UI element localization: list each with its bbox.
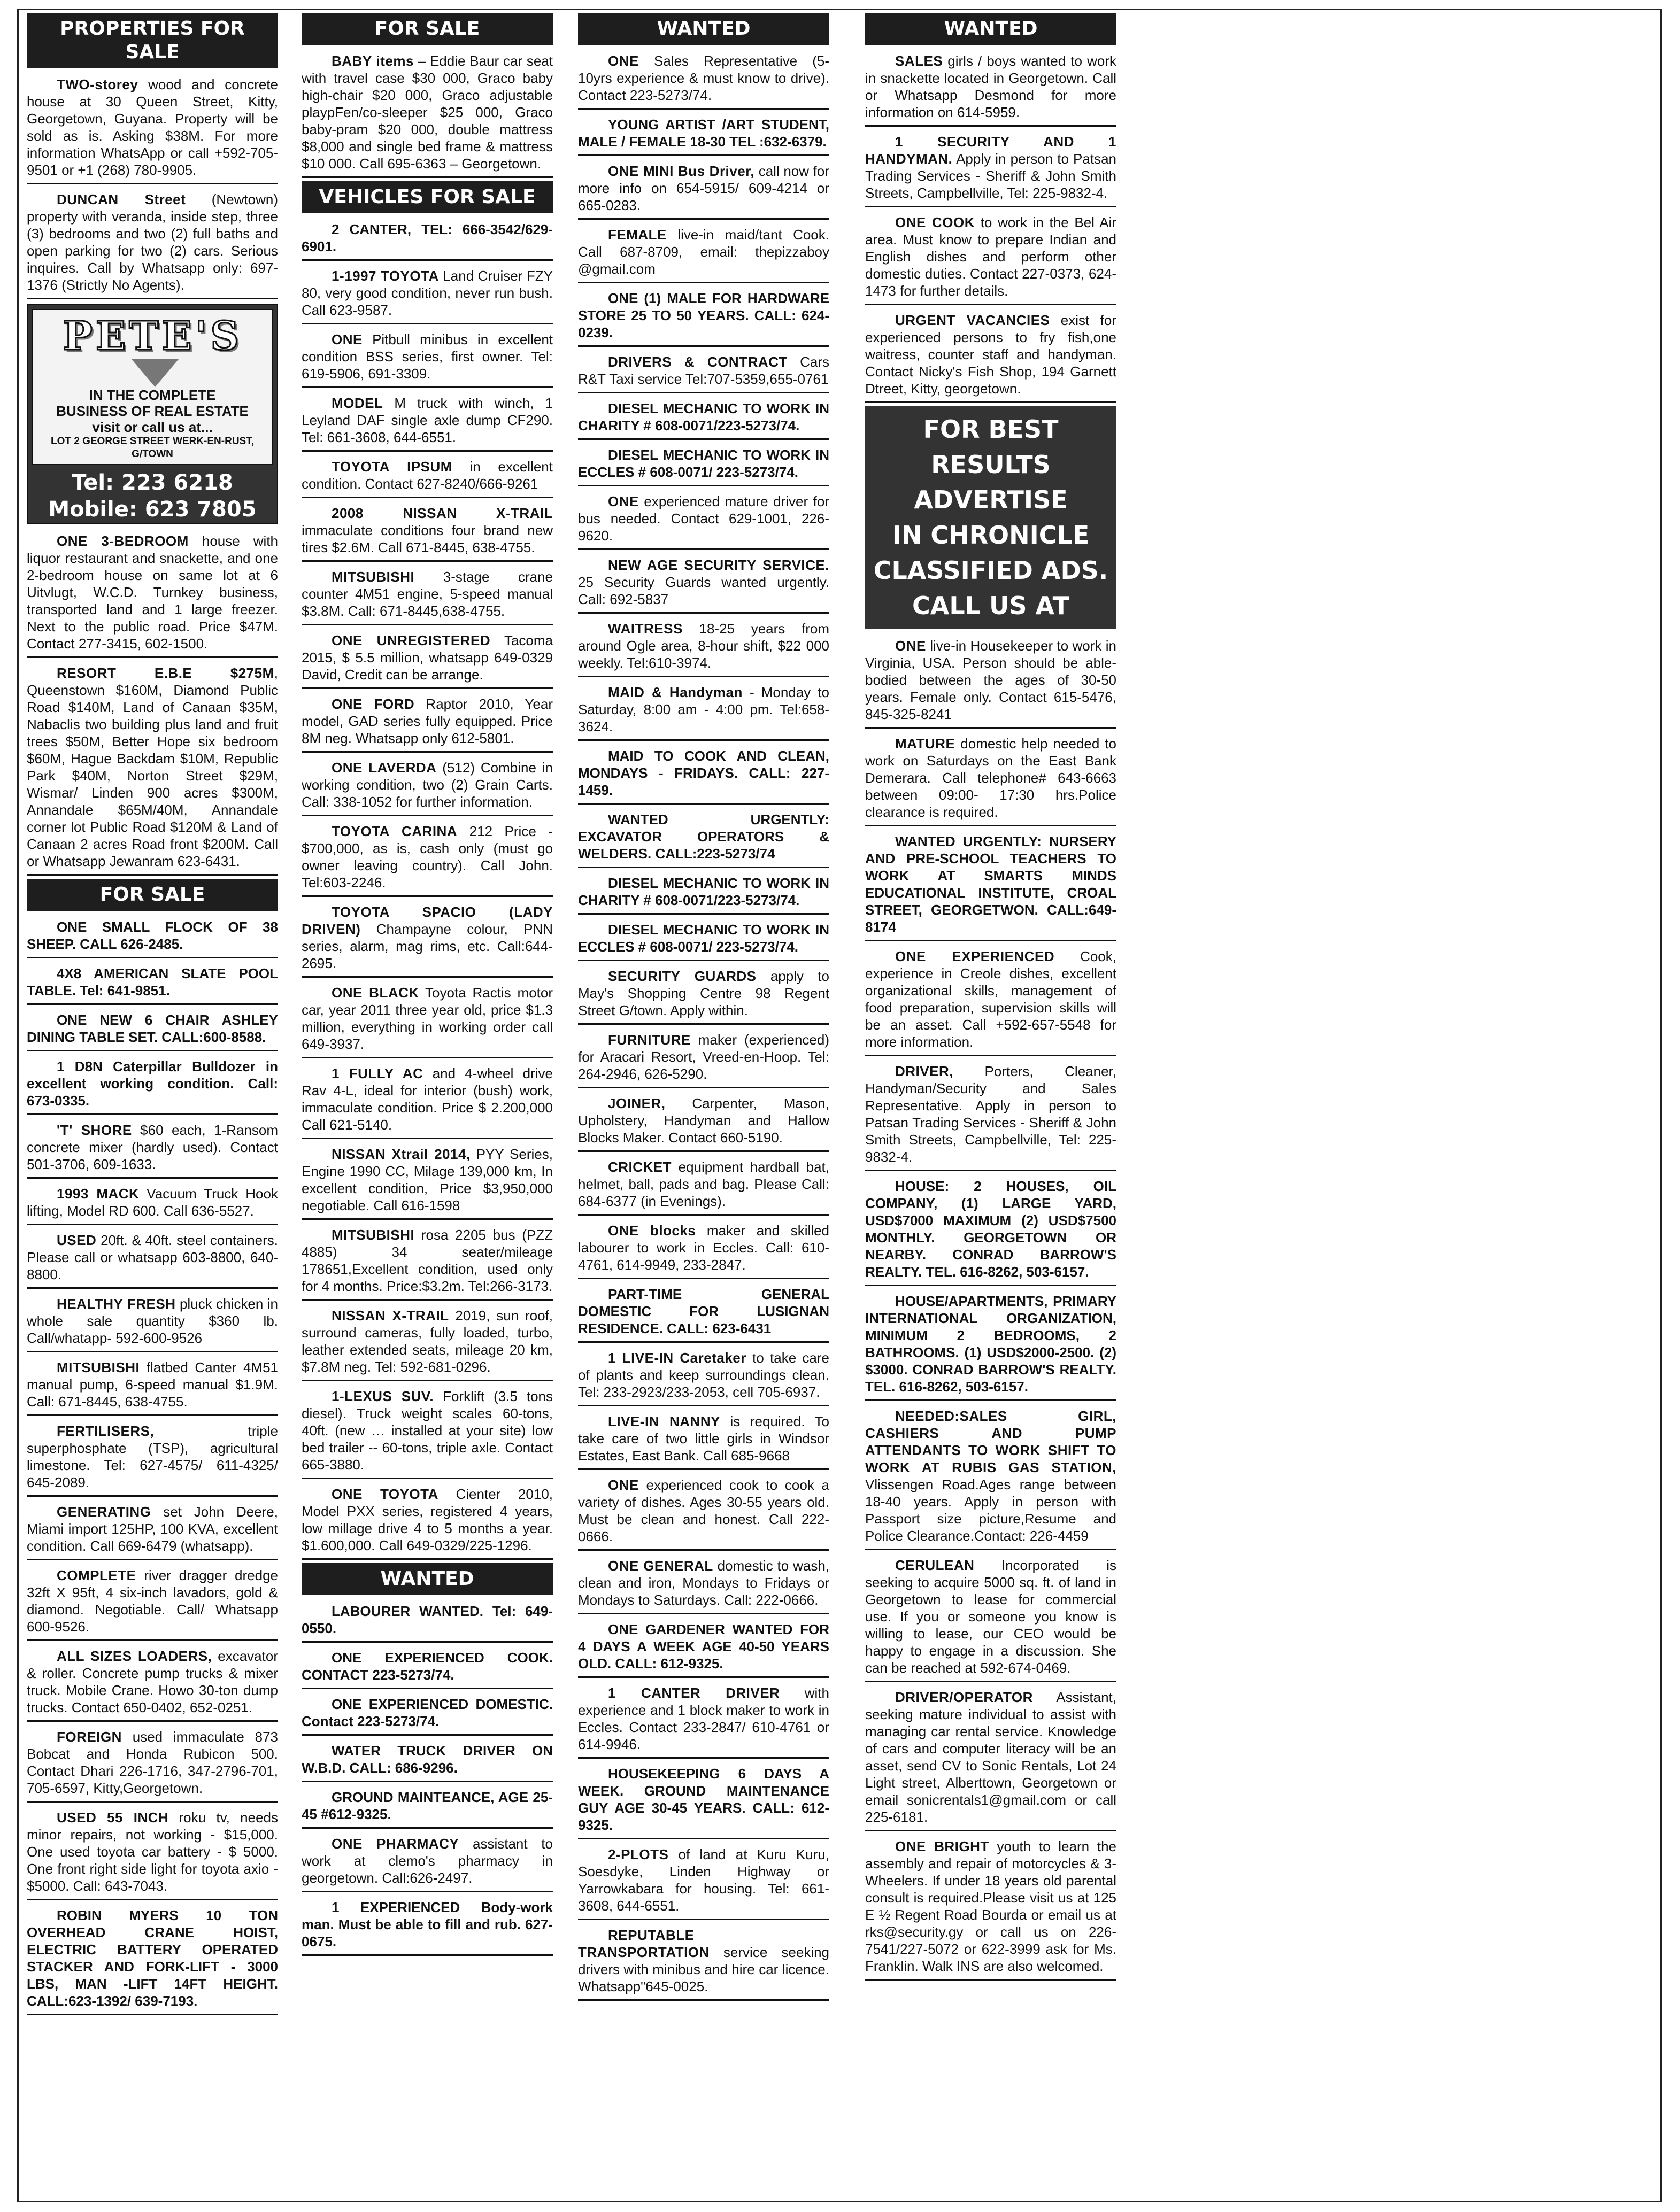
ad-text: GROUND MAINTEANCE, AGE 25-45 #612-9325. — [302, 1789, 553, 1822]
classified-ad — [578, 159, 829, 220]
classified-ad — [865, 49, 1116, 127]
classified-ad — [578, 1219, 829, 1279]
classified-ad — [302, 900, 553, 978]
ad-lead: TOYOTA CARINA — [332, 823, 458, 839]
classified-ad — [578, 397, 829, 440]
ad-text: ONE SMALL FLOCK OF 38 SHEEP. CALL 626-2485. — [27, 919, 278, 952]
classified-ad — [27, 1644, 278, 1722]
ad-lead: ONE — [895, 638, 926, 654]
ad-text: of land at Kuru Kuru, Soesdyke, Linden Highway or Yarrowkabara for housing. Tel: 661-3608, 644-6551. — [578, 1846, 829, 1914]
ad-text: 4X8 AMERICAN SLATE POOL TABLE. Tel: 641-9851. — [27, 965, 278, 999]
classified-ad — [27, 529, 278, 658]
classified-ad — [302, 328, 553, 388]
classified-ad — [578, 1681, 829, 1759]
ad-text: 2 CANTER, TEL: 666-3542/629-6901. — [302, 221, 553, 254]
ad-text: maker and skilled labourer to work in Eccles. Call: 610-4761, 614-9949, 233-2847. — [578, 1223, 829, 1273]
classified-ad — [302, 756, 553, 816]
section-header-wanted: WANTED — [865, 13, 1116, 45]
classified-ad — [865, 830, 1116, 941]
classified-ad — [27, 1564, 278, 1641]
ad-text: equipment hardball bat, helmet, ball, pads and bag. Please Call: 684-6377 (in Evenings). — [578, 1159, 829, 1209]
classified-ad — [865, 1685, 1116, 1831]
ad-text: ONE NEW 6 CHAIR ASHLEY DINING TABLE SET. CALL:600-8588. — [27, 1012, 278, 1045]
ad-text: 212 Price - $700,000, as is, cash only (must go owner leaving country). Call John. Tel:603-2246. — [302, 823, 553, 891]
classified-ad — [578, 350, 829, 393]
classified-ad — [578, 1092, 829, 1152]
ad-lead: ONE — [608, 1477, 639, 1493]
ad-lead: BABY items — [332, 53, 414, 69]
classified-ad — [578, 1923, 829, 2001]
ad-text: ONE GARDENER WANTED FOR 4 DAYS A WEEK AGE 40-50 YEARS OLD. CALL: 612-9325. — [578, 1621, 829, 1672]
ad-text: call now for more info on 654-5915/ 609-4214 or 665-0283. — [578, 163, 829, 213]
classified-ad — [27, 1500, 278, 1560]
ad-text: with experience and 1 block maker to work in Eccles. Contact 233-2847/ 610-4761 or 614-9946. — [578, 1685, 829, 1752]
classified-ad — [27, 1118, 278, 1179]
ad-text: house with liquor restaurant and snackette, and one 2-bedroom house on same lot at 6 Uitvlugt, W.C.D. Turnkey business, transported land and 1 large freezer. Next to the public road. Price $47M. Contact 277-3415, 602-1500. — [27, 533, 278, 652]
ad-lead: TWO-storey — [57, 76, 138, 92]
ad-text: youth to learn the assembly and repair of motorcycles & 3-Wheelers. If under 18 years old parental consult is required.Please visit us at 125 E ½ Regent Road Bourda or email us at rks@security.gy or call us on 226-7541/227-5072 or 622-3999 ask for Ms. Franklin. Walk INS are also welcomed. — [865, 1838, 1116, 1974]
ad-text: ROBIN MYERS 10 TON OVERHEAD CRANE HOIST, ELECTRIC BATTERY OPERATED STACKER AND FORK-LIFT - 3000 LBS, MAN -LIFT 14FT HEIGHT. CALL:623-1392/ 639-7193. — [27, 1907, 278, 2009]
section-header-for-sale: FOR SALE — [302, 13, 553, 45]
classified-ad — [865, 308, 1116, 403]
ad-text: ONE (1) MALE FOR HARDWARE STORE 25 TO 50 YEARS. CALL: 624-0239. — [578, 290, 829, 341]
ad-text: PART-TIME GENERAL DOMESTIC FOR LUSIGNAN RESIDENCE. CALL: 623-6431 — [578, 1286, 829, 1336]
ad-lead: ONE LAVERDA — [332, 760, 437, 776]
classified-ad — [865, 1404, 1116, 1550]
ad-text: and 4-wheel drive Rav 4-L, ideal for interior (bush) work, immaculate condition. Price $ 2.200,000 Call 621-5140. — [302, 1065, 553, 1133]
classified-ad — [302, 264, 553, 324]
column-1 — [27, 13, 278, 2018]
classified-ad — [27, 73, 278, 184]
ad-lead: ONE blocks — [608, 1223, 696, 1239]
ad-lead: 1 LIVE-IN Caretaker — [608, 1350, 746, 1366]
ad-text: experienced mature driver for bus needed. Contact 629-1001, 226-9620. — [578, 493, 829, 544]
ad-text: river dragger dredge 32ft X 95ft, 4 six-inch lavadors, gold & diamond. Negotiable. Call/ Whatsapp 600-9526. — [27, 1567, 278, 1635]
classified-ad — [865, 211, 1116, 305]
ad-text: Toyota Ractis motor car, year 2011 three year old, price $1.3 million, everything in working order call 649-3937. — [302, 985, 553, 1052]
ad-lead: TOYOTA IPSUM — [332, 459, 452, 475]
ad-lead: ONE — [608, 493, 639, 509]
section-header-vehicles-for-sale: VEHICLES FOR SALE — [302, 181, 553, 213]
ad-lead: DRIVER/OPERATOR — [895, 1689, 1033, 1705]
classified-ad — [578, 113, 829, 156]
ad-text: 18-25 years from around Ogle area, 8-hour shift, $22 000 weekly. Tel:610-3974. — [578, 621, 829, 671]
ad-lead: 2008 NISSAN X-TRAIL — [332, 505, 553, 521]
classified-ad — [865, 634, 1116, 729]
ad-text: HOUSE/APARTMENTS, PRIMARY INTERNATIONAL ORGANIZATION, MINIMUM 2 BEDROOMS, 2 BATHROOMS. (1) USD$2000-2500. (2) $3000. CONRAD BARROW'S REALTY. TEL. 616-8262, 503-6157. — [865, 1293, 1116, 1395]
classified-ad — [865, 1059, 1116, 1171]
classified-ad — [27, 962, 278, 1005]
ad-text: WANTED URGENTLY: NURSERY AND PRE-SCHOOL TEACHERS TO WORK AT SMARTS MINDS EDUCATIONAL INSTITUTE, CROAL STREET, GEORGETWON. CALL:649-8174 — [865, 833, 1116, 935]
ad-lead: NEW AGE SECURITY SERVICE. — [608, 557, 829, 573]
ad-lead: ONE PHARMACY — [332, 1836, 459, 1852]
promo-line: ADVERTISE — [914, 485, 1068, 514]
ad-lead: MAID & Handyman — [608, 684, 743, 700]
ad-lead: COMPLETE — [57, 1567, 136, 1583]
ad-lead: RESORT E.B.E $275M — [57, 665, 274, 681]
ad-lead: WAITRESS — [608, 621, 683, 637]
classified-ad — [578, 553, 829, 614]
classified-ad — [865, 130, 1116, 207]
classified-ad — [578, 1762, 829, 1839]
logo-telephone: Tel: 223 6218 — [72, 470, 233, 495]
ad-text: Cook, experience in Creole dishes, excellent organizational skills, management of food preparation, supervision skills will be an asset. Call +592-657-5548 for more information. — [865, 948, 1116, 1050]
section-header-wanted: WANTED — [578, 13, 829, 45]
promo-line: FOR BEST RESULTS — [923, 415, 1059, 479]
ad-lead: 1-LEXUS SUV. — [332, 1388, 434, 1404]
ad-text: 25 Security Guards wanted urgently. Call: 692-5837 — [578, 574, 829, 607]
ad-text: Raptor 2010, Year model, GAD series fully equipped. Price 8M neg. Whatsapp only 612-5801. — [302, 696, 553, 746]
ad-lead: LIVE-IN NANNY — [608, 1413, 720, 1429]
ad-text: pluck chicken in whole sale quantity $360 lb. Call/whatapp- 592-600-9526 — [27, 1296, 279, 1346]
ad-lead: ONE BLACK — [332, 985, 419, 1001]
classified-ad — [302, 1223, 553, 1301]
classified-ad — [27, 1356, 278, 1416]
ad-text: Sales Representative (5-10yrs experience & must know to drive). Contact 223-5273/74. — [578, 53, 829, 103]
ad-text: MAID TO COOK AND CLEAN, MONDAYS - FRIDAYS. CALL: 227-1459. — [578, 748, 829, 798]
ad-text: set John Deere, Miami import 125HP, 100 KVA, excellent condition. Call 669-6479 (whatsapp). — [27, 1504, 278, 1554]
classified-ad — [865, 732, 1116, 826]
ad-lead: NISSAN Xtrail 2014, — [332, 1146, 471, 1162]
ad-text: PYY Series, Engine 1990 CC, Milage 139,000 km, In excellent condition, Price $3,950,000 negotiable. Call 616-1598 — [302, 1146, 553, 1213]
logo-tagline-3: visit or call us at... — [92, 419, 213, 435]
ad-lead: ONE UNREGISTERED — [332, 632, 491, 648]
ad-lead: USED — [57, 1232, 97, 1248]
classified-ad — [27, 1419, 278, 1497]
ad-text: 2019, sun roof, surround cameras, fully loaded, turbo, leather extended seats, mileage 20 km, $7.8M neg. Tel: 592-681-0296. — [302, 1308, 553, 1375]
column-4 — [865, 13, 1116, 1984]
ad-lead: ONE MINI Bus Driver, — [608, 163, 755, 179]
ad-text: HOUSE: 2 HOUSES, OIL COMPANY, (1) LARGE YARD, USD$7000 MAXIMUM (2) USD$7500 MONTHLY. GEORGETOWN OR NEARBY. CONRAD BARROW'S REALTY. TEL. 616-8262, 503-6157. — [865, 1178, 1116, 1280]
ad-lead: FEMALE — [608, 227, 667, 243]
ad-lead: ALL SIZES LOADERS, — [57, 1648, 212, 1664]
ad-text: Vacuum Truck Hook lifting, Model RD 600. Call 636-5527. — [27, 1186, 278, 1219]
ad-text: Incorporated is seeking to acquire 5000 sq. ft. of land in Georgetown to lease for commercial use. If you or someone you know is willing to lease, our CEO would be happy to engage in a discussion. She can be reached at 592-674-0469. — [865, 1557, 1116, 1676]
classified-ad — [578, 490, 829, 550]
ad-lead: DRIVERS & CONTRACT — [608, 354, 788, 370]
ad-lead: 1 SECURITY AND 1 HANDYMAN. — [865, 134, 1116, 167]
ad-lead: MATURE — [895, 736, 955, 752]
ad-lead: SALES — [895, 53, 943, 69]
section-header-for-sale: FOR SALE — [27, 879, 278, 911]
ad-text: wood and concrete house at 30 Queen Street, Kitty, Georgetown, Guyana. Property will be sold as is. Asking $38M. For more information WhatsApp or call +592-705-9501 or +1 (268) 780-9905. — [27, 76, 278, 178]
ad-text: WATER TRUCK DRIVER ON W.B.D. CALL: 686-9296. — [302, 1743, 553, 1776]
chronicle-classified-promo — [865, 406, 1116, 629]
ad-text: DIESEL MECHANIC TO WORK IN CHARITY # 608-0071/223-5273/74. — [578, 400, 829, 434]
ad-lead: NEEDED:SALES GIRL, CASHIERS AND PUMP ATTENDANTS TO WORK SHIFT TO WORK AT RUBIS GAS STATION, — [865, 1408, 1116, 1475]
ad-list — [865, 634, 1116, 1981]
ad-list — [27, 915, 278, 2015]
ad-text: live-in Housekeeper to work in Virginia, USA. Person should be able-bodied between the ages of 30-50 years. Female only. Contact 615-5476, 845-325-8241 — [865, 638, 1116, 722]
ad-text: DIESEL MECHANIC TO WORK IN CHARITY # 608-0071/223-5273/74. — [578, 875, 829, 908]
classified-ad — [865, 945, 1116, 1056]
ad-lead: ONE — [332, 331, 363, 347]
classified-ad — [302, 218, 553, 261]
ad-text: apply to May's Shopping Centre 98 Regent Street G/town. Apply within. — [578, 968, 829, 1018]
arrow-down-icon — [132, 359, 179, 387]
ad-lead: URGENT VACANCIES — [895, 312, 1050, 328]
classified-ad — [578, 287, 829, 347]
ad-lead: CERULEAN — [895, 1557, 975, 1573]
classified-ad — [27, 1228, 278, 1289]
ad-text: ONE EXPERIENCED DOMESTIC. Contact 223-5273/74. — [302, 1696, 553, 1729]
ad-text: maker (experienced) for Aracari Resort, Vreed-en-Hoop. Tel: 264-2946, 626-5290. — [578, 1032, 829, 1082]
classified-ad — [27, 1182, 278, 1225]
ad-lead: FOREIGN — [57, 1729, 122, 1745]
ad-text: exist for experienced persons to fry fish,one waitress, counter staff and handyman. Contact Nicky's Fish Shop, 194 Garnett Dtreet, Kitty, georgetown. — [865, 312, 1117, 397]
ad-text: DIESEL MECHANIC TO WORK IN ECCLES # 608-0071/ 223-5273/74. — [578, 922, 829, 955]
ad-text: YOUNG ARTIST /ART STUDENT, MALE / FEMALE 18-30 TEL :632-6379. — [578, 117, 829, 150]
classified-ad — [302, 1142, 553, 1220]
classified-ad — [578, 1473, 829, 1551]
classified-ad — [302, 629, 553, 689]
logo-panel — [32, 309, 273, 465]
classified-ad — [302, 1692, 553, 1736]
ad-text: 1 D8N Caterpillar Bulldozer in excellent working condition. Call: 673-0335. — [27, 1058, 278, 1109]
ad-text: (512) Combine in working condition, two (2) Grain Carts. Call: 338-1052 for further information. — [302, 760, 553, 810]
logo-address: LOT 2 GEORGE STREET WERK-EN-RUST, G/TOWN — [50, 436, 255, 460]
promo-line: CALL US AT — [912, 591, 1069, 620]
ad-text: Tacoma 2015, $ 5.5 million, whatsapp 649-0329 David, Credit can be arrange. — [302, 632, 553, 683]
ad-list — [27, 73, 278, 299]
ad-text: assistant to work at clemo's pharmacy in georgetown. Call:626-2497. — [302, 1836, 553, 1886]
ad-lead: ONE FORD — [332, 696, 415, 712]
ad-text: excavator & roller. Concrete pump trucks & mixer truck. Mobile Crane. Howo 30-ton dump trucks. Contact 650-0402, 652-0251. — [27, 1648, 278, 1715]
ad-lead: DRIVER, — [895, 1063, 953, 1079]
ad-lead: ONE — [608, 53, 639, 69]
classified-ad — [302, 692, 553, 753]
ad-text: LABOURER WANTED. Tel: 649-0550. — [302, 1603, 553, 1636]
ad-text: Champayne colour, PNN series, alarm, mag rims, etc. Call:644-2695. — [302, 921, 553, 971]
classified-ad — [302, 455, 553, 498]
classified-ad — [302, 1832, 553, 1892]
classified-ad — [578, 1843, 829, 1920]
classified-ad — [302, 1599, 553, 1643]
petes-real-estate-logo — [27, 304, 278, 524]
ad-lead: MITSUBISHI — [57, 1359, 140, 1375]
ad-text: immaculate conditions four brand new tires $2.6M. Call 671-8445, 638-4755. — [302, 522, 553, 555]
ad-lead: GENERATING — [57, 1504, 151, 1520]
ad-text: in excellent condition. Contact 627-8240/666-9261 — [302, 459, 553, 492]
ad-text: 20ft. & 40ft. steel containers. Please call or whatsapp 603-8800, 640-8800. — [27, 1232, 278, 1282]
ad-text: Pitbull minibus in excellent condition BSS series, first owner. Tel: 619-5906, 691-3309. — [302, 331, 553, 382]
ad-lead: DUNCAN Street — [57, 191, 186, 207]
ad-text: Porters, Cleaner, Handyman/Security and Sales Representative. Apply in person to Patsan Trading Services - Sheriff & John Smith Streets, Campbellville, Tel: 225-9832-4. — [865, 1063, 1116, 1165]
classified-ad — [27, 1904, 278, 2015]
ad-text: $60 each, 1-Ransom concrete mixer (hardly used). Contact 501-3706, 609-1633. — [27, 1122, 279, 1172]
classified-ad — [302, 819, 553, 897]
ad-text: M truck with winch, 1 Leyland DAF single axle dump CF290. Tel: 661-3608, 644-6551. — [302, 395, 553, 445]
ad-lead: 1 CANTER DRIVER — [608, 1685, 780, 1701]
ad-lead: ONE COOK — [895, 214, 975, 230]
ad-lead: MODEL — [332, 395, 383, 411]
ad-list — [302, 49, 553, 178]
ad-lead: MITSUBISHI — [332, 569, 415, 585]
ad-lead: 'T' SHORE — [57, 1122, 132, 1138]
ad-text: live-in maid/tant Cook. Call 687-8709, email: thepizzaboy @gmail.com — [578, 227, 829, 277]
ad-lead: ONE BRIGHT — [895, 1838, 989, 1854]
ad-text: Cienter 2010, Model PXX series, registered 4 years, low millage drive 4 to 5 months a year. $1.600,000. Call 649-0329/225-1296. — [302, 1486, 553, 1553]
logo-mobile: Mobile: 623 7805 — [48, 497, 257, 522]
ad-text: WANTED URGENTLY: EXCAVATOR OPERATORS & WELDERS. CALL:223-5273/74 — [578, 811, 829, 862]
ad-list — [27, 529, 278, 876]
ad-text: Apply in person to Patsan Trading Services - Sheriff & John Smith Streets, Campbellville, Tel: 225-9832-4. — [865, 151, 1116, 201]
classified-ad — [27, 1008, 278, 1051]
ad-text: Assistant, seeking mature individual to assist with managing car rental service. Knowledge of cars and computer literacy will be an asset, send CV to Sonic Rentals, Lot 24 Light street, Alberttown, Georgetown or email sonicrentals1@gmail.com or call 225-6181. — [865, 1689, 1116, 1825]
classified-ad — [865, 1174, 1116, 1286]
ad-text: Cars R&T Taxi service Tel:707-5359,655-0761 — [578, 354, 829, 387]
classified-ad — [302, 1062, 553, 1139]
ad-text: to work in the Bel Air area. Must know to prepare Indian and English dishes and perform other domestic duties. Contact 227-0373, 624-1473 for further details. — [865, 214, 1116, 299]
classified-ad — [27, 661, 278, 876]
ad-text: – Eddie Baur car seat with travel case $30 000, Graco baby high-chair $20 000, Graco adjustable playpFen/co-sleeper $25 000, Graco baby-pram $20 000, double mattress $8,000 and single bed frame & mattress $10 000. Call 695-6363 – Georgetown. — [302, 53, 553, 172]
ad-text: used immaculate 873 Bobcat and Honda Rubicon 500. Contact Dhari 226-1716, 347-2796-701, 705-6597, Kitty,Georgetown. — [27, 1729, 278, 1796]
ad-text: Forklift (3.5 tons diesel). Truck weight scales 60-tons, 40ft. (new … installed at your site) low bed trailer -- 60-tons, triple axle. Contact 665-3880. — [302, 1388, 553, 1473]
ad-text: service seeking drivers with minibus and hire car licence. Whatsapp"645-0025. — [578, 1944, 829, 1994]
classified-ad — [578, 1155, 829, 1216]
promo-line: CLASSIFIED ADS. — [873, 556, 1108, 585]
classified-ad — [27, 188, 278, 299]
classified-ad — [302, 1646, 553, 1689]
ad-lead: 1993 MACK — [57, 1186, 140, 1202]
logo-tagline-2: BUSINESS OF REAL ESTATE — [56, 403, 249, 419]
ad-lead: CRICKET — [608, 1159, 672, 1175]
section-header-properties-for-sale: PROPERTIES FOR SALE — [27, 13, 278, 68]
ad-list — [302, 1599, 553, 1956]
classified-ad — [578, 617, 829, 677]
classified-ad — [578, 223, 829, 283]
ad-lead: JOINER, — [608, 1095, 666, 1111]
ad-text: triple superphosphate (TSP), agricultural limestone. Tel: 627-4575/ 611-4325/ 645-2089. — [27, 1423, 278, 1490]
classified-ad — [302, 1896, 553, 1956]
classified-ad — [302, 391, 553, 452]
classified-ad — [865, 1835, 1116, 1981]
ad-lead: HEALTHY FRESH — [57, 1296, 176, 1312]
classified-ad — [578, 808, 829, 868]
ad-text: domestic help needed to work on Saturdays on the East Bank Demerara. Call telephone# 643-6663 between 09:00- 17:30 hrs.Police clearance is required. — [865, 736, 1116, 820]
classified-ad — [578, 1282, 829, 1343]
classified-ad — [578, 443, 829, 486]
ad-text: Land Cruiser FZY 80, very good condition, never run bush. Call 623-9587. — [302, 268, 553, 318]
classified-ad — [302, 981, 553, 1058]
classified-ad — [302, 1785, 553, 1829]
logo-brand-name: PETE'S — [63, 313, 242, 359]
classified-ad — [578, 871, 829, 915]
classified-ad — [578, 1410, 829, 1470]
classified-ad — [302, 1739, 553, 1782]
ad-text: to take care of plants and keep surroundings clean. Tel: 233-2923/233-2053, cell 705-6937. — [578, 1350, 830, 1400]
classified-ad — [578, 680, 829, 741]
classified-ad — [302, 1482, 553, 1560]
classified-ad — [865, 1553, 1116, 1682]
ad-lead: FERTILISERS, — [57, 1423, 155, 1439]
ad-text: ONE EXPERIENCED COOK. CONTACT 223-5273/74. — [302, 1650, 553, 1683]
ad-lead: TOYOTA SPACIO (LADY DRIVEN) — [302, 904, 553, 937]
ad-text: roku tv, needs minor repairs, not working - $15,000. One used toyota car battery - $ 5000. One front right side light for toyota axio - $5000. Call: 643-7043. — [27, 1809, 278, 1894]
classified-ad — [302, 49, 553, 178]
section-header-wanted: WANTED — [302, 1563, 553, 1595]
column-2 — [302, 13, 553, 1959]
classified-ad — [578, 964, 829, 1025]
classified-ad — [302, 1385, 553, 1479]
classified-ad — [27, 1055, 278, 1115]
ad-lead: FURNITURE — [608, 1032, 691, 1048]
classified-ad — [578, 1028, 829, 1088]
ad-lead: 1-1997 TOYOTA — [332, 268, 439, 284]
ad-list — [578, 49, 829, 2001]
classified-ad — [578, 1554, 829, 1614]
ad-lead: NISSAN X-TRAIL — [332, 1308, 449, 1324]
ad-lead: ONE 3-BEDROOM — [57, 533, 189, 549]
ad-text: experienced cook to cook a variety of dishes. Ages 30-55 years old. Must be clean and honest. Call 222-0666. — [578, 1477, 829, 1544]
ad-text: rosa 2205 bus (PZZ 4885) 34 seater/mileage 178651,Excellent condition, used only for 4 months. Price:$3.2m. Tel:266-3173. — [302, 1227, 553, 1294]
promo-line: IN CHRONICLE — [892, 521, 1090, 550]
ad-lead: ONE EXPERIENCED — [895, 948, 1055, 964]
classified-ad — [578, 918, 829, 961]
ad-lead: MITSUBISHI — [332, 1227, 415, 1243]
ad-text: DIESEL MECHANIC TO WORK IN ECCLES # 608-0071/ 223-5273/74. — [578, 447, 829, 480]
classified-ad — [27, 1292, 278, 1352]
ad-text: 3-stage crane counter 4M51 engine, 5-speed manual $3.8M. Call: 671-8445,638-4755. — [302, 569, 553, 619]
ad-lead: REPUTABLE TRANSPORTATION — [578, 1927, 710, 1960]
classified-ad — [27, 915, 278, 958]
classified-ad — [302, 501, 553, 562]
classified-ad — [865, 1289, 1116, 1401]
ad-text: girls / boys wanted to work in snackette located in Georgetown. Call or Whatsapp Desmond for more information on 614-5959. — [865, 53, 1116, 120]
classified-ad — [578, 1618, 829, 1678]
ad-text: Carpenter, Mason, Upholstery, Handyman and Hallow Blocks Maker. Contact 660-5190. — [578, 1095, 829, 1146]
ad-lead: 1 FULLY AC — [332, 1065, 423, 1081]
ad-lead: USED 55 INCH — [57, 1809, 169, 1826]
ad-list — [865, 49, 1116, 403]
classified-ad — [578, 49, 829, 110]
ad-list — [302, 218, 553, 1560]
ad-text: is required. To take care of two little girls in Windsor Estates, East Bank. Call 685-9668 — [578, 1413, 829, 1464]
column-3 — [578, 13, 829, 2004]
classified-ad — [27, 1725, 278, 1803]
ad-text: , Queenstown $160M, Diamond Public Road $140M, Land of Canaan $35M, Nabaclis two building plus land and fruit trees $50M, Better Hope six bedroom $60M, Hague Backdam $10M, Republic Park $40M, Norton Street $29M, Wismar/ Linden 900 acres $300M, Annandale $65M/40M, Annandale corner lot Public Road $120M & Land of Canaan 2 acres Road front $200M. Call or Whatsapp Jewanram 623-6431. — [27, 665, 278, 869]
ad-text: 1 EXPERIENCED Body-work man. Must be able to fill and rub. 627-0675. — [302, 1899, 553, 1950]
ad-lead: SECURITY GUARDS — [608, 968, 757, 984]
ad-lead: 2-PLOTS — [608, 1846, 669, 1862]
ad-text: Vlissengen Road.Ages range between 18-40 years. Apply in person with Passport size picture,Resume and Police Clearance.Contact: 226-4459 — [865, 1476, 1116, 1544]
ad-lead: ONE TOYOTA — [332, 1486, 438, 1502]
classified-ad — [578, 1346, 829, 1406]
ad-text: flatbed Canter 4M51 manual pump, 6-speed manual $1.9M. Call: 671-8445, 638-4755. — [27, 1359, 278, 1410]
ad-text: (Newtown) property with veranda, inside step, three (3) bedrooms and two (2) full baths and open parking for two (2) cars. Serious inquires. Call by Whatsapp only: 697-1376 (Strictly No Agents). — [27, 191, 278, 293]
ad-text: domestic to wash, clean and iron, Mondays to Fridays or Mondays to Saturdays. Call: 222-0666. — [578, 1558, 829, 1608]
classified-ad — [27, 1806, 278, 1900]
ad-lead: ONE GENERAL — [608, 1558, 713, 1574]
ad-text: - Monday to Saturday, 8:00 am - 4:00 pm. Tel:658-3624. — [578, 684, 829, 734]
ad-text: HOUSEKEEPING 6 DAYS A WEEK. GROUND MAINTENANCE GUY AGE 30-45 YEARS. CALL: 612-9325. — [578, 1766, 829, 1833]
logo-tagline-1: IN THE COMPLETE — [89, 387, 216, 403]
classified-ad — [578, 744, 829, 805]
classified-ad — [302, 1304, 553, 1381]
classified-ad — [302, 565, 553, 625]
